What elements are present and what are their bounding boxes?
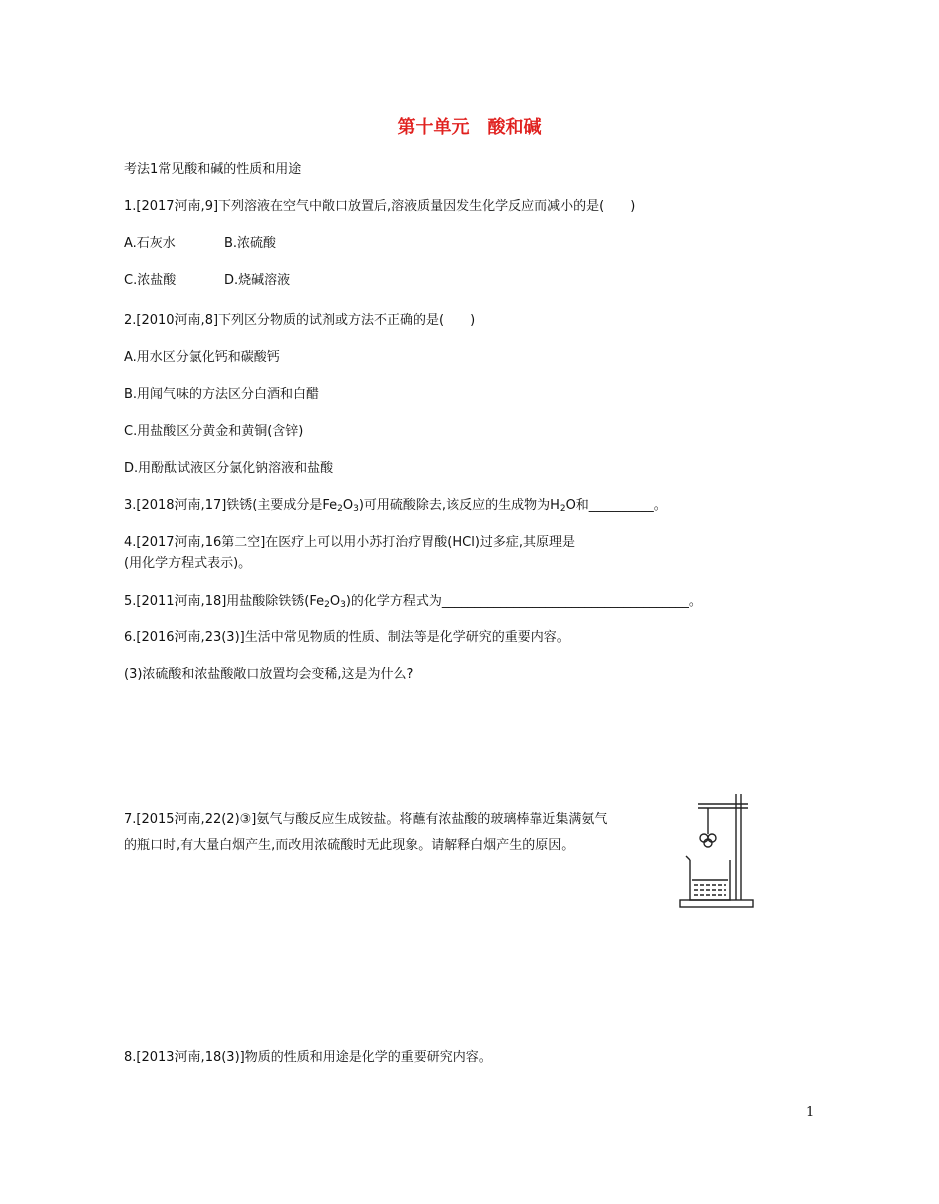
question-2-stem: 2.[2010河南,8]下列区分物质的试剂或方法不正确的是( ) — [124, 313, 476, 328]
question-1-option-c: C.浓盐酸 — [124, 273, 177, 288]
question-2-option-b: B.用闻气味的方法区分白酒和白醋 — [124, 387, 320, 402]
question-1-option-b: B.浓硫酸 — [224, 236, 277, 251]
question-4-line-1: 4.[2017河南,16第二空]在医疗上可以用小苏打治疗胃酸(HCl)过多症,其原理是 — [124, 535, 576, 550]
question-1-stem: 1.[2017河南,9]下列溶液在空气中敞口放置后,溶液质量因发生化学反应而减小的是( ) — [124, 199, 636, 214]
question-7-line-2: 的瓶口时,有大量白烟产生,而改用浓硫酸时无此现象。请解释白烟产生的原因。 — [124, 838, 575, 853]
question-7-line-1: 7.[2015河南,22(2)③]氨气与酸反应生成铵盐。将蘸有浓盐酸的玻璃棒靠近集满氨气 — [124, 812, 608, 827]
question-2-option-d: D.用酚酞试液区分氯化钠溶液和盐酸 — [124, 461, 334, 476]
question-2-option-c: C.用盐酸区分黄金和黄铜(含锌) — [124, 424, 304, 439]
question-6-stem: 6.[2016河南,23(3)]生活中常见物质的性质、制法等是化学研究的重要内容。 — [124, 630, 570, 645]
question-2-option-a: A.用水区分氯化钙和碳酸钙 — [124, 350, 280, 365]
question-4-line-2: (用化学方程式表示)。 — [124, 556, 252, 571]
question-6-part-3: (3)浓硫酸和浓盐酸敞口放置均会变稀,这是为什么? — [124, 667, 414, 682]
stand-base — [680, 900, 753, 907]
question-5: 5.[2011河南,18]用盐酸除铁锈$(Fe_2O_3)$的化学方程式为______________________________________。 — [124, 594, 702, 610]
beaker-spout — [686, 856, 690, 860]
iron-stand-beaker-figure — [668, 788, 763, 913]
page-number: 1 — [806, 1105, 815, 1120]
page-title: 第十单元 酸和碱 — [397, 117, 542, 138]
section-heading: 考法1常见酸和碱的性质和用途 — [124, 162, 302, 177]
question-3: 3.[2018河南,17]铁锈(主要成分是$Fe_2O_3$)可用硫酸除去,该反应的生成物为$H_2O$和__________。 — [124, 498, 667, 514]
question-1-option-d: D.烧碱溶液 — [224, 273, 291, 288]
question-8-stem: 8.[2013河南,18(3)]物质的性质和用途是化学的重要研究内容。 — [124, 1050, 492, 1065]
question-1-option-a: A.石灰水 — [124, 236, 176, 251]
